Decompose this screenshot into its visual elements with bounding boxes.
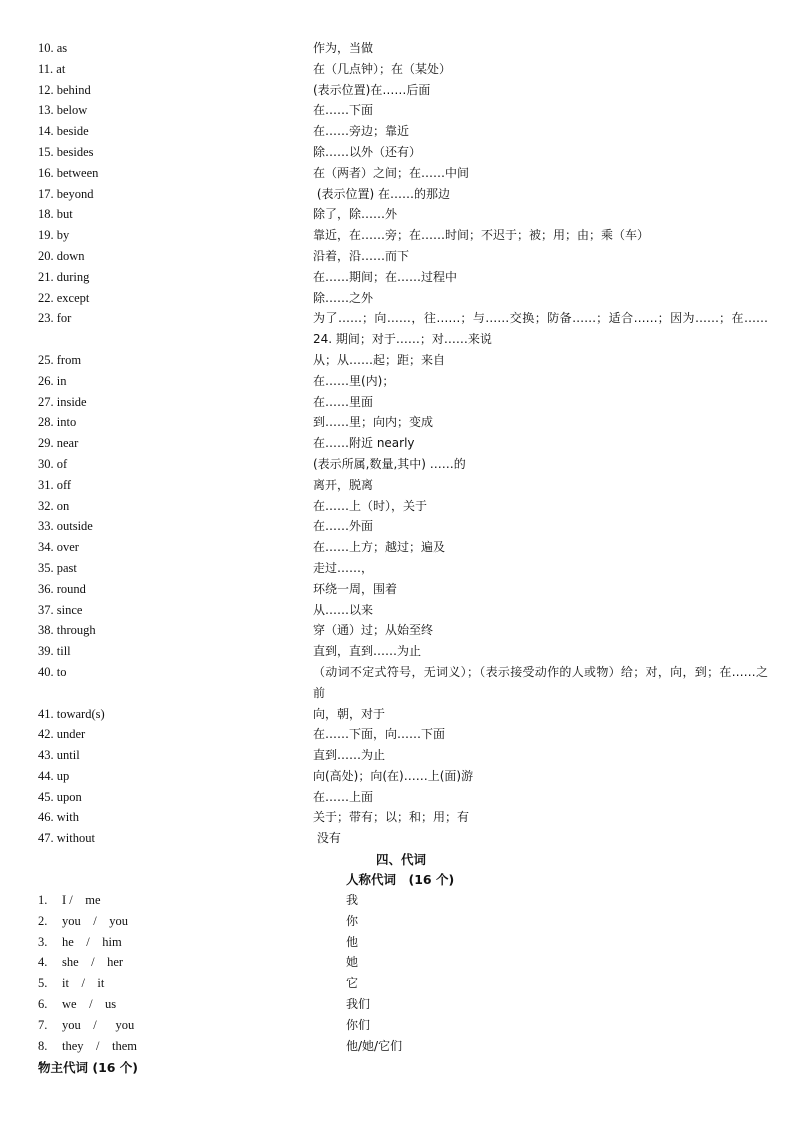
chinese-meaning: 在（两者）之间；在……中间: [313, 165, 470, 180]
chinese-meaning: 除……以外（还有）: [313, 144, 422, 159]
list-item: [0, 204, 794, 225]
list-item: [0, 973, 794, 994]
chinese-meaning: 我们: [346, 996, 371, 1011]
list-item: [0, 787, 794, 808]
list-item: [0, 704, 794, 725]
list-item: [0, 433, 794, 454]
english-term: 47. without: [38, 831, 95, 846]
chinese-meaning: 我: [346, 893, 359, 907]
chinese-meaning: (表示所属,数量,其中) ……的: [313, 456, 466, 471]
list-item: [0, 724, 794, 745]
list-item: [0, 412, 794, 433]
chinese-meaning: 在……旁边；靠近: [313, 124, 410, 139]
english-term: 31. off: [38, 477, 72, 492]
chinese-meaning: 直到，直到……为止: [313, 644, 422, 659]
english-term: 46. with: [38, 810, 79, 825]
list-item: [0, 163, 794, 184]
chinese-meaning: 她: [346, 955, 359, 970]
english-term: they / them: [62, 1038, 137, 1053]
chinese-meaning: 在……下面，向……下面: [313, 727, 446, 742]
list-item: [0, 454, 794, 475]
chinese-meaning: 靠近，在……旁；在……时间；不迟于；被；用；由；乘（车）: [313, 228, 650, 243]
english-term: 44. up: [38, 768, 70, 783]
chinese-meaning: 在……上方；越过；遍及: [313, 540, 446, 555]
list-item: [0, 641, 794, 662]
list-item: [0, 246, 794, 267]
chinese-meaning: 在……外面: [313, 519, 374, 534]
chinese-meaning: 环绕一周，围着: [313, 581, 398, 596]
english-term: 12. behind: [38, 82, 91, 97]
english-term: 22. except: [38, 290, 90, 305]
chinese-meaning: 为了……；向……，往……；与……交换；防备……；适合……；因为……；在……24. 期间；对于……；对……来说: [313, 311, 768, 347]
chinese-meaning: 他/她/它们: [346, 1038, 403, 1053]
chinese-meaning: 离开，脱离: [313, 477, 374, 492]
chinese-meaning: 它: [346, 976, 359, 991]
chinese-meaning: 在……里面: [313, 394, 374, 409]
list-item: [0, 392, 794, 413]
list-item: [0, 38, 794, 59]
chinese-meaning: 除……之外: [313, 290, 374, 305]
list-item: [0, 475, 794, 496]
item-number: 2.: [38, 913, 48, 928]
list-item: [0, 952, 794, 973]
chinese-meaning: 向，朝，对于: [313, 706, 386, 721]
chinese-meaning: 在（几点钟）；在（某处）: [313, 61, 452, 76]
list-item: [0, 828, 794, 849]
item-number: 8.: [38, 1038, 48, 1053]
item-number: 3.: [38, 934, 48, 949]
item-number: 1.: [38, 893, 48, 907]
english-term: 32. on: [38, 498, 70, 513]
english-term: 34. over: [38, 540, 79, 555]
english-term: 40. to: [38, 664, 67, 679]
list-item: [0, 184, 794, 205]
chinese-meaning: 关于；带有；以；和；用；有: [313, 810, 470, 825]
english-term: 39. till: [38, 644, 71, 659]
list-item: [0, 1036, 794, 1057]
chinese-meaning: 作为，当做: [313, 41, 374, 55]
english-term: 10. as: [38, 41, 68, 55]
chinese-meaning: 你: [346, 913, 359, 928]
item-number: 5.: [38, 976, 48, 991]
english-term: 29. near: [38, 436, 79, 451]
list-item: [0, 745, 794, 766]
list-item: [0, 350, 794, 371]
chinese-meaning: 在……上面: [313, 789, 374, 804]
chinese-meaning: 除了，除……外: [313, 207, 398, 222]
chinese-meaning: 在……里(内)；: [313, 373, 395, 388]
english-term: you / you: [62, 1017, 135, 1032]
english-term: 42. under: [38, 727, 86, 742]
english-term: 28. into: [38, 415, 77, 430]
chinese-meaning: 向(高处)；向(在)……上(面)游: [313, 768, 474, 783]
english-term: 11. at: [38, 61, 66, 76]
english-term: 17. beyond: [38, 186, 94, 201]
list-item: [0, 142, 794, 163]
list-item: [0, 807, 794, 828]
english-term: 14. beside: [38, 124, 89, 139]
english-term: 13. below: [38, 103, 88, 118]
chinese-meaning: 沿着，沿……而下: [313, 248, 410, 263]
list-item: [0, 100, 794, 121]
english-term: 43. until: [38, 748, 80, 763]
list-item: [0, 932, 794, 953]
list-item: [0, 1015, 794, 1036]
chinese-meaning: 在……下面: [313, 103, 374, 118]
list-item: [0, 600, 794, 621]
english-term: he / him: [62, 934, 122, 949]
chinese-meaning: 在……上（时），关于: [313, 498, 428, 513]
possessive-pronoun-heading: 物主代词 (16 个): [38, 1060, 139, 1075]
english-term: 41. toward(s): [38, 706, 105, 721]
english-term: she / her: [62, 955, 124, 970]
english-term: I / me: [62, 893, 101, 907]
chinese-meaning: 在……附近 nearly: [313, 436, 415, 451]
english-term: 30. of: [38, 456, 68, 471]
chinese-meaning: （动词不定式符号，无词义）；（表示接受动作的人或物）给；对，向，到；在……之前: [313, 664, 768, 700]
english-term: 45. upon: [38, 789, 82, 804]
pronoun-list: [0, 890, 794, 1056]
list-item: [0, 558, 794, 579]
chinese-meaning: 到……里；向内；变成: [313, 415, 434, 430]
english-term: we / us: [62, 996, 117, 1011]
section-heading: 四、代词: [376, 852, 427, 867]
chinese-meaning: 你们: [346, 1017, 371, 1032]
list-item: [0, 267, 794, 288]
list-item: [0, 121, 794, 142]
english-term: 37. since: [38, 602, 83, 617]
english-term: 25. from: [38, 352, 82, 367]
english-term: 26. in: [38, 373, 67, 388]
english-term: 36. round: [38, 581, 86, 596]
list-item: [0, 288, 794, 309]
list-item: [0, 579, 794, 600]
list-item: [0, 994, 794, 1015]
chinese-meaning: 在……期间；在……过程中: [313, 269, 458, 284]
english-term: you / you: [62, 913, 128, 928]
english-term: 33. outside: [38, 519, 93, 534]
preposition-list: [0, 38, 794, 849]
chinese-meaning: 直到……为止: [313, 748, 386, 763]
chinese-meaning: 从；从……起；距；来自: [313, 352, 446, 367]
list-item: [0, 308, 794, 350]
item-number: 4.: [38, 955, 48, 970]
sub-heading: 人称代词 (16 个): [346, 872, 455, 887]
chinese-meaning: (表示位置)在……后面: [313, 82, 431, 97]
english-term: 23. for: [38, 311, 72, 326]
list-item: [0, 662, 794, 704]
english-term: 15. besides: [38, 144, 94, 159]
chinese-meaning: 没有: [313, 831, 341, 846]
item-number: 7.: [38, 1017, 48, 1032]
list-item: [0, 911, 794, 932]
chinese-meaning: 从……以来: [313, 602, 374, 617]
list-item: [0, 59, 794, 80]
english-term: 20. down: [38, 248, 85, 263]
english-term: it / it: [62, 976, 105, 991]
chinese-meaning: (表示位置) 在……的那边: [313, 186, 450, 201]
english-term: 35. past: [38, 560, 77, 575]
english-term: 21. during: [38, 269, 90, 284]
list-item: [0, 371, 794, 392]
item-number: 6.: [38, 996, 48, 1011]
chinese-meaning: 他: [346, 934, 359, 949]
list-item: [0, 766, 794, 787]
chinese-meaning: 穿（通）过；从始至终: [313, 623, 434, 638]
english-term: 18. but: [38, 207, 73, 222]
list-item: [0, 496, 794, 517]
list-item: [0, 225, 794, 246]
list-item: [0, 80, 794, 101]
list-item: [0, 537, 794, 558]
english-term: 19. by: [38, 228, 70, 243]
english-term: 16. between: [38, 165, 99, 180]
list-item: [0, 890, 794, 911]
english-term: 38. through: [38, 623, 96, 638]
list-item: [0, 516, 794, 537]
list-item: [0, 620, 794, 641]
chinese-meaning: 走过……，: [313, 560, 374, 575]
english-term: 27. inside: [38, 394, 87, 409]
